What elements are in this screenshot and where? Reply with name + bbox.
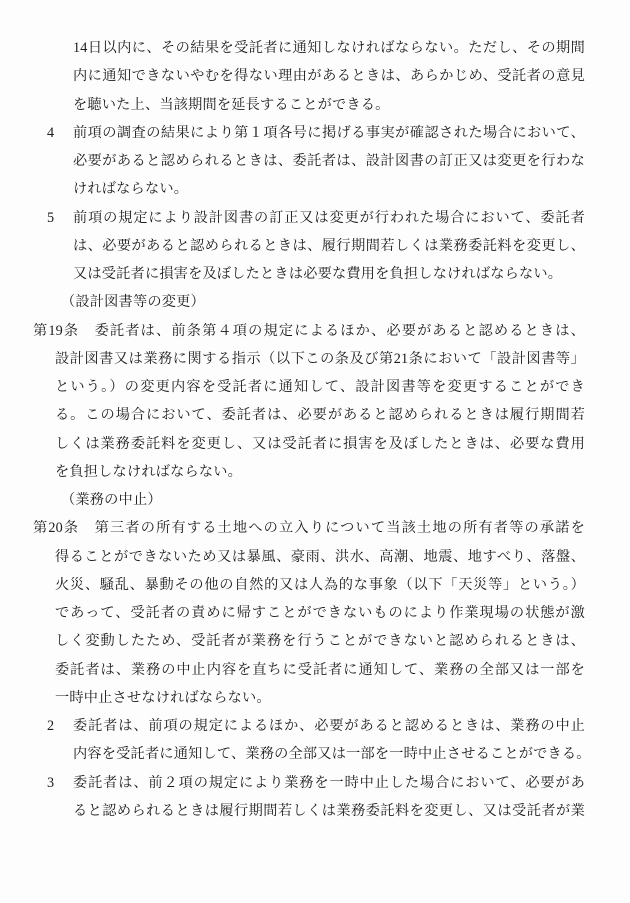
document-line: しくは業務委託料を変更し、又は受託者に損害を及ぼしたときは、必要な費用 <box>55 435 585 452</box>
document-line: 必要があると認められるときは、委託者は、設計図書の訂正又は変更を行わな <box>73 153 585 169</box>
document-line: ると認められるときは履行期間若しくは業務委託料を変更し、又は受託者が業 <box>73 802 585 819</box>
item-text: 委託者は、前２項の規定により業務を一時中止した場合において、必要があ <box>73 774 585 791</box>
document-line: 又は受託者に損害を及ぼしたときは必要な費用を負担しなければならない。 <box>73 266 563 282</box>
item-number: 4 <box>47 124 55 141</box>
item-number: 2 <box>47 718 55 734</box>
document-line: 得ることができないため又は暴風、豪雨、洪水、高潮、地震、地すべり、落盤、 <box>55 548 585 565</box>
document-line <box>0 769 630 797</box>
contract-text-block <box>0 34 630 825</box>
document-line: 内に通知できないやむを得ない理由があるときは、あらかじめ、受託者の意見 <box>73 68 585 85</box>
document-line: であって、受託者の責めに帰すことができないものにより作業現場の状態が激 <box>55 605 585 621</box>
item-number: 3 <box>47 774 55 791</box>
document-line: という。）の変更内容を受託者に通知して、設計図書等を変更することができ <box>55 379 585 395</box>
document-line: る。この場合において、委託者は、必要があると認められるときは履行期間若 <box>55 407 585 424</box>
document-line: を負担しなければならない。 <box>55 463 243 480</box>
document-line: 一時中止させなければならない。 <box>55 689 271 706</box>
document-line <box>0 712 630 740</box>
document-line: 設計図書又は業務に関する指示（以下この条及び第21条において「設計図書等」 <box>55 350 585 367</box>
item-text: 前項の調査の結果により第１項各号に掲げる事実が確認された場合において、 <box>73 124 585 141</box>
document-line: 14日以内に、その結果を受託者に通知しなければならない。ただし、その期間 <box>73 40 585 56</box>
document-line <box>0 204 630 232</box>
item-number: 5 <box>47 209 55 226</box>
article-line: 第19条 委託者は、前条第４項の規定によるほか、必要があると認めるときは、 <box>33 322 585 339</box>
section-heading: （設計図書等の変更） <box>61 294 205 311</box>
document-line: 委託者は、業務の中止内容を直ちに受託者に通知して、業務の全部又は一部を <box>55 661 585 678</box>
section-heading: （業務の中止） <box>61 492 162 508</box>
document-line: 内容を受託者に通知して、業務の全部又は一部を一時中止させることができる。 <box>73 746 591 763</box>
document-line: を聴いた上、当該期間を延長することができる。 <box>73 96 390 113</box>
article-line: 第20条 第三者の所有する土地への立入りについて当該土地の所有者等の承諾を <box>33 520 585 537</box>
document-line: ければならない。 <box>73 181 189 198</box>
item-text: 前項の規定により設計図書の訂正又は変更が行われた場合において、委託者 <box>73 209 585 226</box>
document-line: しく変動したため、受託者が業務を行うことができないと認められるときは、 <box>55 633 585 650</box>
document-line: は、必要があると認められるときは、履行期間若しくは業務委託料を変更し、 <box>73 237 585 254</box>
item-text: 委託者は、前項の規定によるほか、必要があると認めるときは、業務の中止 <box>73 718 585 734</box>
document-line <box>0 119 630 147</box>
document-line: 火災、騒乱、暴動その他の自然的又は人為的な事象（以下「天災等」という。） <box>55 576 585 593</box>
